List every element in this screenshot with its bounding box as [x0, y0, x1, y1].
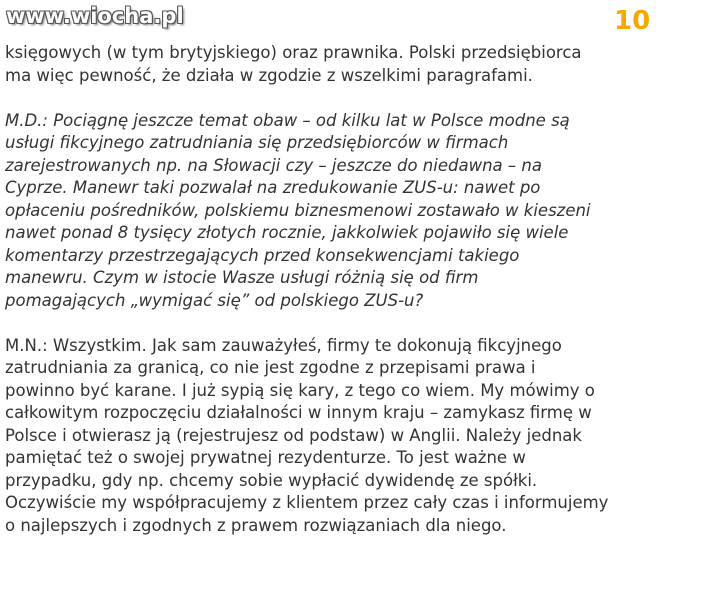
text-line: całkowitym rozpoczęciu działalności w innym kraju – zamykasz firmę w: [5, 403, 592, 422]
text-line: Polsce i otwierasz ją (rejestrujesz od podstaw) w Anglii. Należy jednak: [5, 425, 582, 445]
text-line: M.D.: Pociągnę jeszcze temat obaw – od kilku lat w Polsce modne są: [5, 110, 570, 130]
text-line: powinno być karane. I już sypią się kary, z tego co wiem. My mówimy o: [5, 380, 595, 400]
text-line: pamiętać też o swojej prywatnej rezydenturze. To jest ważne w: [5, 448, 526, 467]
text-line: pomagających „wymigać się” od polskiego ZUS-u?: [5, 290, 424, 310]
text-line: o najlepszych i zgodnych z prawem rozwiązaniach dla niego.: [5, 515, 507, 535]
paragraph-answer: [5, 335, 715, 538]
text-line: zatrudniania za granicą, co nie jest zgodne z przepisami prawa i: [5, 358, 536, 377]
text-line: usługi fikcyjnego zatrudniania się przedsiębiorców w firmach: [5, 133, 509, 152]
text-line: ma więc pewność, że działa w zgodzie z wszelkimi paragrafami.: [5, 65, 533, 85]
watermark-logo: www.wiocha.pl: [6, 4, 184, 28]
paragraph-intro: [5, 42, 715, 87]
text-line: komentarzy przestrzegających przed konsekwencjami takiego: [5, 245, 520, 265]
page-number: 10: [614, 6, 651, 36]
article-body: [5, 42, 715, 537]
text-line: nawet ponad 8 tysięcy złotych rocznie, jakkolwiek pojawiło się wiele: [5, 223, 569, 242]
paragraph-gap: [5, 87, 715, 110]
text-line: manewru. Czym w istocie Wasze usługi różnią się od firm: [5, 268, 479, 287]
paragraph-question: [5, 110, 715, 313]
text-line: opłaceniu pośredników, polskiemu biznesmenowi zostawało w kieszeni: [5, 200, 591, 220]
text-line: M.N.: Wszystkim. Jak sam zauważyłeś, firmy te dokonują fikcyjnego: [5, 335, 562, 355]
paragraph-gap: [5, 312, 715, 335]
text-line: księgowych (w tym brytyjskiego) oraz prawnika. Polski przedsiębiorca: [5, 43, 582, 62]
text-line: zarejestrowanych np. na Słowacji czy – jeszcze do niedawna – na: [5, 155, 542, 175]
text-line: Oczywiście my współpracujemy z klientem przez cały czas i informujemy: [5, 493, 609, 512]
text-line: Cyprze. Manewr taki pozwalał na zredukowanie ZUS-u: nawet po: [5, 178, 541, 197]
text-line: przypadku, gdy np. chcemy sobie wypłacić dywidendę ze spółki.: [5, 470, 538, 490]
